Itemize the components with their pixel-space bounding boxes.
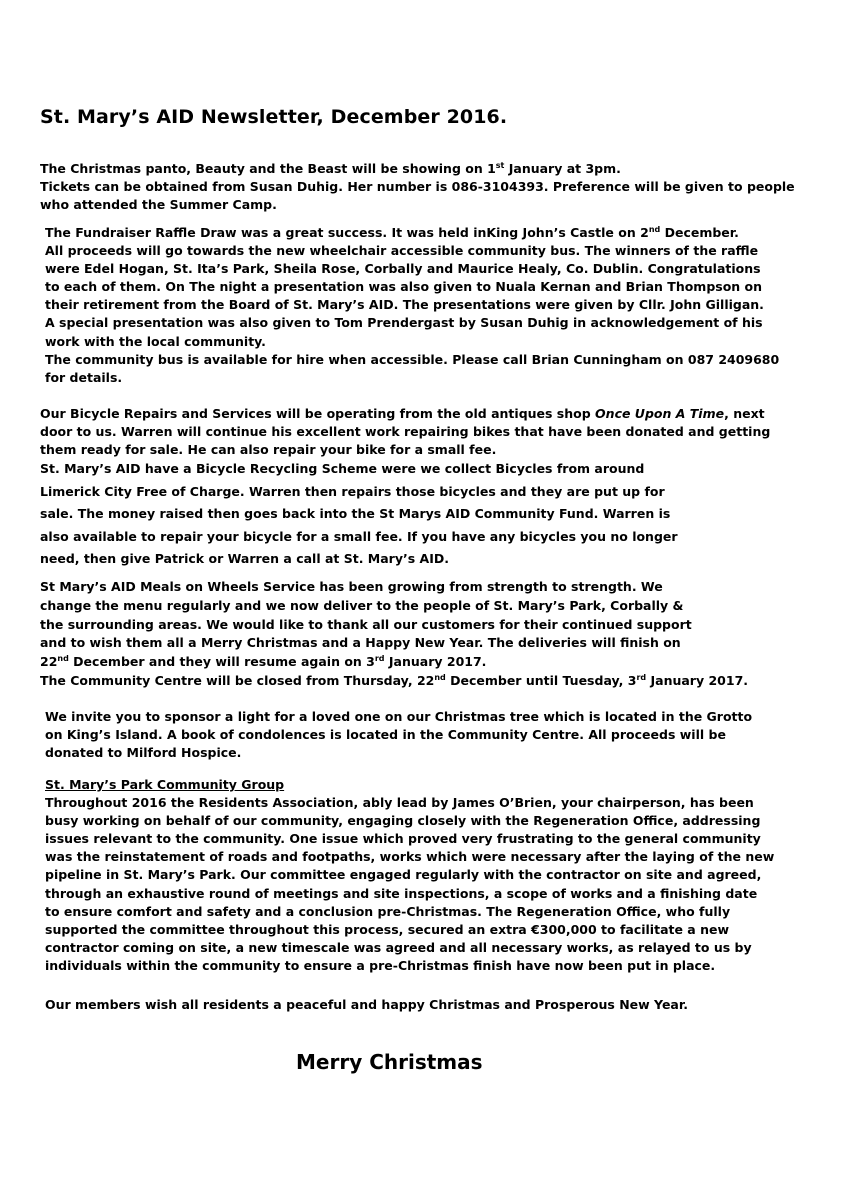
text-line: Limerick City Free of Charge. Warren then repairs those bicycles and they are put up for — [40, 483, 665, 499]
text-line: donated to Milford Hospice. — [45, 745, 242, 761]
community-group-section — [45, 776, 774, 975]
text-run: December and they will resume again on 3 — [68, 654, 375, 670]
text-line: change the menu regularly and we now deliver to the people of St. Mary’s Park, Corbally & — [40, 597, 684, 613]
text-line: busy working on behalf of our community, engaging closely with the Regeneration Office, addressing — [45, 813, 761, 829]
text-line: St Mary’s AID Meals on Wheels Service has been growing from strength to strength. We — [40, 579, 663, 594]
text-line: individuals within the community to ensure a pre-Christmas finish have now been put in place. — [45, 957, 716, 973]
text-line: for details. — [45, 369, 123, 385]
superscript: nd — [648, 224, 661, 234]
text-line: to each of them. On The night a presentation was also given to Nuala Kernan and Brian Thompson on — [45, 279, 763, 295]
text-line — [45, 224, 779, 242]
text-line: door to us. Warren will continue his excellent work repairing bikes that have been donated and getting — [40, 424, 771, 440]
text-run: January 2017. — [646, 672, 749, 688]
superscript: nd — [57, 654, 69, 664]
text-line: pipeline in St. Mary’s Park. Our committee engaged regularly with the contractor on site and agreed, — [45, 867, 762, 883]
text-line — [40, 672, 748, 691]
text-line: Throughout 2016 the Residents Association, ably lead by James O’Brien, your chairperson, has been — [45, 795, 754, 811]
text-line: also available to repair your bicycle for a small fee. If you have any bicycles you no longer — [40, 528, 678, 544]
text-line: Tickets can be obtained from Susan Duhig. Her number is 086-3104393. Preference will be given to people — [40, 179, 795, 195]
superscript: st — [495, 160, 505, 170]
text-run: , next — [724, 406, 765, 421]
text-line: contractor coming on site, a new timescale was agreed and all necessary works, as relayed to us by — [45, 939, 752, 955]
text-line: sale. The money raised then goes back into the St Marys AID Community Fund. Warren is — [40, 506, 671, 521]
panto-paragraph — [40, 160, 795, 214]
shop-name: Once Upon A Time — [595, 406, 725, 421]
text-line: was the reinstatement of roads and footpaths, works which were necessary after the laying of the new — [45, 849, 775, 865]
newsletter-title: St. Mary’s AID Newsletter, December 2016. — [40, 106, 508, 128]
text-line — [40, 405, 770, 423]
christmas-light-paragraph — [45, 708, 752, 762]
bicycle-recycling-paragraph — [40, 458, 678, 571]
text-run: December until Tuesday, 3 — [445, 672, 637, 688]
text-line: A special presentation was also given to Tom Prendergast by Susan Duhig in acknowledgement of his — [45, 315, 763, 331]
text-line: the surrounding areas. We would like to thank all our customers for their continued support — [40, 616, 692, 632]
text-line: We invite you to sponsor a light for a loved one on our Christmas tree which is located in the Grotto — [45, 709, 753, 724]
bicycle-repairs-paragraph — [40, 405, 770, 459]
superscript: rd — [374, 654, 385, 664]
text-line: through an exhaustive round of meetings and site inspections, a scope of works and a finishing date — [45, 885, 758, 901]
text-line: were Edel Hogan, St. Ita’s Park, Sheila Rose, Corbally and Maurice Healy, Co. Dublin. Congratulations — [45, 261, 761, 277]
text-line — [40, 653, 748, 672]
text-line: their retirement from the Board of St. Mary’s AID. The presentations were given by Cllr. John Gilligan. — [45, 297, 764, 313]
text-run: The Community Centre will be closed from Thursday, 22 — [40, 672, 435, 688]
section-heading: St. Mary’s Park Community Group — [45, 777, 285, 792]
text-line: All proceeds will go towards the new wheelchair accessible community bus. The winners of the raffle — [45, 243, 759, 259]
text-line: St. Mary’s AID have a Bicycle Recycling Scheme were we collect Bicycles from around — [40, 461, 645, 476]
meals-on-wheels-paragraph — [40, 578, 748, 691]
text-run: December. — [660, 225, 739, 240]
superscript: nd — [434, 672, 446, 682]
text-run: The Christmas panto, Beauty and the Beast will be showing on 1 — [40, 161, 496, 176]
text-line: The community bus is available for hire when accessible. Please call Brian Cunningham on 087 2409680 — [45, 351, 780, 367]
raffle-paragraph — [45, 224, 779, 387]
text-line: supported the committee throughout this process, secured an extra €300,000 to facilitate a new — [45, 921, 730, 937]
text-line: need, then give Patrick or Warren a call at St. Mary’s AID. — [40, 551, 449, 566]
text-line: who attended the Summer Camp. — [40, 197, 277, 213]
text-run: Our Bicycle Repairs and Services will be operating from the old antiques shop — [40, 406, 596, 421]
superscript: rd — [636, 672, 647, 682]
text-line: them ready for sale. He can also repair your bike for a small fee. — [40, 442, 497, 458]
text-line — [40, 160, 795, 178]
text-line: on King’s Island. A book of condolences is located in the Community Centre. All proceeds will be — [45, 727, 726, 743]
text-line: issues relevant to the community. One issue which proved very frustrating to the general community — [45, 831, 761, 847]
text-line: and to wish them all a Merry Christmas and a Happy New Year. The deliveries will finish on — [40, 635, 681, 651]
text-line: work with the local community. — [45, 333, 266, 349]
merry-christmas-closing: Merry Christmas — [296, 1050, 483, 1074]
text-run: 22 — [40, 654, 58, 670]
season-wishes — [45, 996, 688, 1014]
text-line: Our members wish all residents a peaceful and happy Christmas and Prosperous New Year. — [45, 997, 688, 1012]
text-line: to ensure comfort and safety and a conclusion pre-Christmas. The Regeneration Office, who fully — [45, 903, 731, 919]
text-run: January 2017. — [384, 654, 487, 670]
text-run: January at 3pm. — [504, 161, 621, 176]
text-run: The Fundraiser Raffle Draw was a great success. It was held inKing John’s Castle on 2 — [45, 225, 649, 240]
